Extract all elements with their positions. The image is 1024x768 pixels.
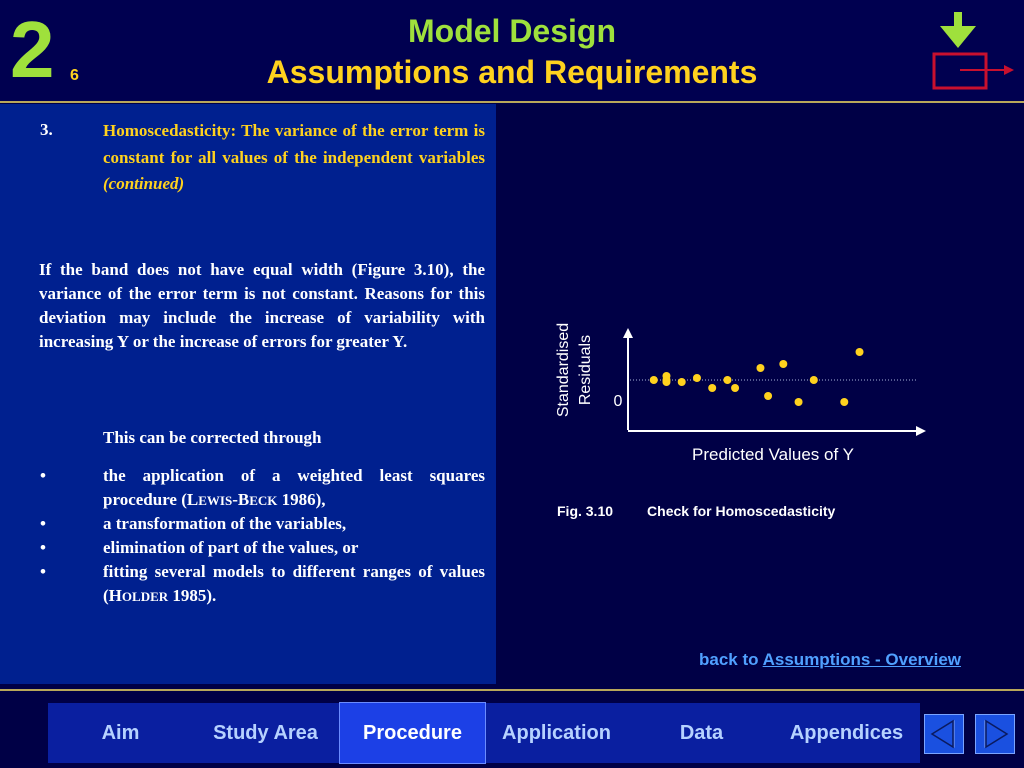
scatter-point-12 [779,360,787,368]
page-subtitle: Assumptions and Requirements [266,54,758,90]
nav-data[interactable]: Data [679,722,724,744]
next-page-button[interactable] [975,714,1015,754]
bullet-4-pre: fitting several models to different ranges of values ( [103,562,485,605]
scatter-point-5 [678,378,686,386]
bullet-1-sc2s: ECK [249,493,278,508]
bullet-1-sc1s: EWIS [198,493,233,508]
scatter-point-6 [693,374,701,382]
bullet-2-text: a transformation of the variables, [103,514,347,533]
back-prefix: back to [699,650,759,669]
triangle-left-icon [925,715,963,753]
homoscedasticity-scatter-chart [540,300,940,475]
bullet-1-dash: - [232,490,238,509]
scatter-point-16 [856,348,864,356]
scatter-point-11 [764,392,772,400]
nav-aim[interactable]: Aim [101,722,140,744]
bullet-4-sc1s: OLDER [121,589,169,604]
zero-tick-label: 0 [613,393,623,410]
y-axis-arrow [623,328,633,338]
chapter-number: 2 [10,5,53,94]
prev-page-button[interactable] [924,714,964,754]
bullet-3-symbol: • [40,538,46,557]
x-axis-arrow [916,426,926,436]
back-link-line [699,650,961,670]
scatter-point-4 [662,378,670,386]
scatter-point-7 [708,384,716,392]
item-heading-text: Homoscedasticity: The variance of the error term is constant for all values of the independent variables [103,121,485,167]
paragraph-correction-intro: This can be corrected through [103,428,322,447]
scatter-point-15 [840,398,848,406]
page-title: Model Design [407,13,616,49]
bullet-4-post: 1985). [168,586,217,605]
bullet-3-text: elimination of part of the values, or [103,538,359,557]
bullet-4-symbol: • [40,562,46,581]
figure-label: Fig. 3.10 [557,503,614,519]
bullet-1-pre: the application of a weighted least squares procedure ( [103,466,485,509]
assumptions-overview-link[interactable]: Assumptions - Overview [762,650,962,669]
bullet-2-symbol: • [40,514,46,533]
item-heading [103,118,485,198]
scatter-point-13 [795,398,803,406]
bullet-1-sc1: L [186,490,199,509]
bullet-1-symbol: • [40,466,46,485]
bullet-1-post: 1986), [277,490,326,509]
scatter-point-10 [756,364,764,372]
scatter-point-14 [810,376,818,384]
paragraph-band-width: If the band does not have equal width (Figure 3.10), the variance of the error term is not constant. Reasons for this deviation may include the increase of variability with increasing Y or the increase of errors for greater Y. [39,260,485,351]
bullet-4-sc1: H [108,586,122,605]
y-axis-label-line2: Residuals [577,334,594,406]
bullet-1-text [103,464,485,513]
nav-procedure[interactable]: Procedure [340,703,485,763]
nav-application[interactable]: Application [502,722,611,744]
scatter-point-8 [723,376,731,384]
nav-appendices[interactable]: Appendices [789,722,904,744]
continued-label: (continued) [103,174,185,193]
y-axis-label-line1: Standardised [555,322,572,418]
x-axis-label: Predicted Values of Y [692,445,854,464]
bullet-1-sc2: B [237,490,250,509]
scatter-point-1 [650,376,658,384]
section-number: 6 [70,67,79,84]
scatter-point-9 [731,384,739,392]
bullet-4-text [103,560,485,609]
nav-study-area[interactable]: Study Area [213,722,318,744]
figure-caption [557,503,835,519]
item-number: 3. [40,120,53,139]
triangle-right-icon [976,715,1014,753]
scatter-points [650,348,864,406]
header-divider [0,101,1024,103]
flow-arrow-box-icon [926,8,1016,92]
figure-caption-text: Check for Homoscedasticity [647,503,836,519]
